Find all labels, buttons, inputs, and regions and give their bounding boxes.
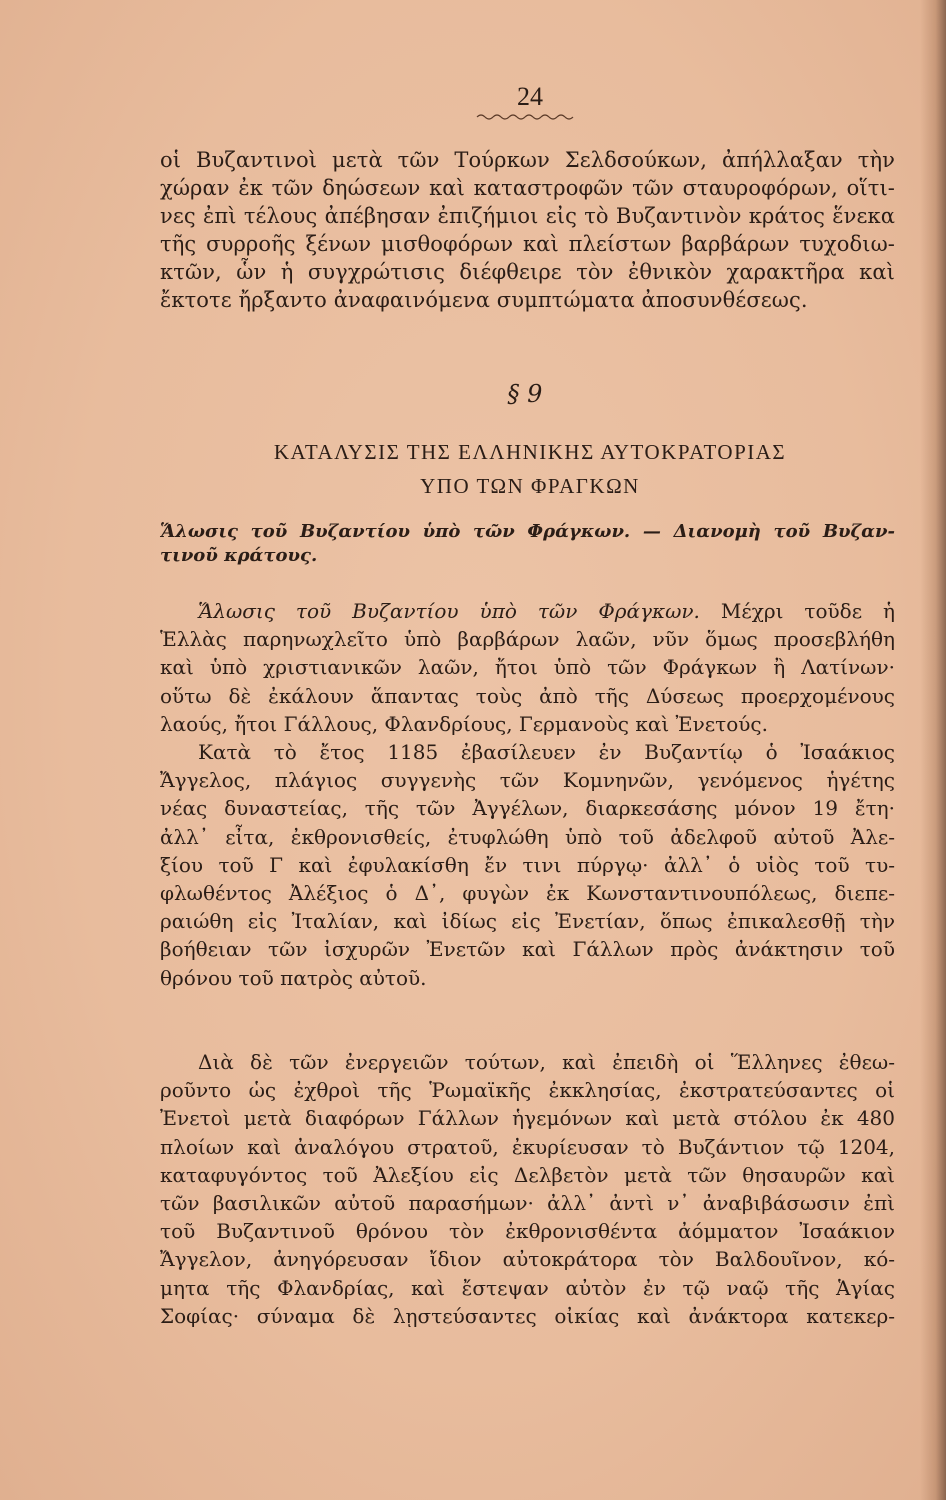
section-mark: § 9: [507, 380, 543, 408]
summary-line: Ἅλωσις τοῦ Βυζαντίου ὑπὸ τῶν Φράγκων. — Διανομὴ τοῦ Βυζαν-: [160, 521, 895, 542]
section-summary: [160, 520, 895, 568]
lead-rest: Μέχρι τοῦδε ἡ: [699, 599, 895, 623]
text-line: ροῦντο ὡς ἐχθροὶ τῆς Ῥωμαϊκῆς ἐκκλησίας, ἐκστρατεύσαντες οἱ: [160, 1078, 895, 1103]
text-line: οἱ Βυζαντινοὶ μετὰ τῶν Τούρκων Σελδσούκων, ἀπήλλαξαν τὴν: [160, 148, 895, 172]
text-line: φλωθέντος Ἀλέξιος ὁ Δ᾽, φυγὼν ἐκ Κωνσταντινουπόλεως, διεπε-: [160, 880, 895, 905]
text-line: καὶ ὑπὸ χριστιανικῶν λαῶν, ἤτοι ὑπὸ τῶν Φράγκων ἢ Λατίνων·: [160, 655, 895, 680]
intro-paragraph: [160, 146, 895, 314]
text-line: μητα τῆς Φλανδρίας, καὶ ἔστεψαν αὐτὸν ἐν τῷ ναῷ τῆς Ἁγίας: [160, 1275, 895, 1300]
body-paragraph-2: [160, 738, 895, 992]
text-line: Κατὰ τὸ ἔτος 1185 ἐβασίλευεν ἐν Βυζαντίῳ ὁ Ἰσαάκιος: [198, 740, 895, 764]
text-line: Ἐνετοὶ μετὰ διαφόρων Γάλλων ἡγεμόνων καὶ μετὰ στόλου ἐκ 480: [160, 1106, 895, 1131]
text-line: βοήθειαν τῶν ἰσχυρῶν Ἐνετῶν καὶ Γάλλων πρὸς ἀνάκτησιν τοῦ: [160, 937, 895, 962]
page-edge-shadow: [920, 0, 946, 1500]
text-line: ἔκτοτε ἤρξαντο ἀναφαινόμενα συμπτώματα ἀποσυνθέσεως.: [160, 288, 808, 312]
lead-line: [160, 597, 895, 625]
text-line: Ἄγγελον, ἀνηγόρευσαν ἴδιον αὐτοκράτορα τὸν Βαλδουῖνον, κό-: [160, 1247, 895, 1272]
text-line: λαούς, ἤτοι Γάλλους, Φλανδρίους, Γερμανοὺς καὶ Ἐνετούς.: [160, 711, 768, 736]
paragraph-lead: Ἅλωσις τοῦ Βυζαντίου ὑπὸ τῶν Φράγκων.: [198, 599, 700, 623]
text-line: πλοίων καὶ ἀναλόγου στρατοῦ, ἐκυρίευσαν τὸ Βυζάντιον τῷ 1204,: [160, 1134, 895, 1159]
text-line: ραιώθη εἰς Ἰταλίαν, καὶ ἰδίως εἰς Ἐνετίαν, ὅπως ἐπικαλεσθῇ τὴν: [160, 909, 895, 934]
body-paragraph-3: [160, 1048, 895, 1330]
text-line: Ἑλλὰς παρηνωχλεῖτο ὑπὸ βαρβάρων λαῶν, νῦν ὅμως προσεβλήθη: [160, 627, 895, 652]
text-line: τοῦ Βυζαντινοῦ θρόνου τὸν ἐκθρονισθέντα ἀόμματον Ἰσαάκιον: [160, 1219, 895, 1244]
page-number-ornament: [475, 113, 575, 121]
text-line: θρόνου τοῦ πατρὸς αὐτοῦ.: [160, 965, 427, 990]
page-number: 24: [517, 82, 543, 111]
text-line: Σοφίας· σύναμα δὲ λῃστεύσαντες οἰκίας καὶ ἀνάκτορα κατεκερ-: [160, 1303, 895, 1328]
summary-line: τινοῦ κράτους.: [160, 545, 318, 566]
text-line: τῆς συρροῆς ξένων μισθοφόρων καὶ πλείστων βαρβάρων τυχοδιω-: [160, 232, 895, 256]
text-line: Διὰ δὲ τῶν ἐνεργειῶν τούτων, καὶ ἐπειδὴ οἱ Ἕλληνες ἐθεω-: [198, 1050, 895, 1074]
text-line: καταφυγόντος τοῦ Ἀλεξίου εἰς Δελβετὸν μετὰ τῶν θησαυρῶν καὶ: [160, 1162, 895, 1187]
body-paragraph-1: [160, 597, 895, 738]
section-title-line-1: ΚΑΤΑΛΥΣΙΣ ΤΗΣ ΕΛΛΗΝΙΚΗΣ ΑΥΤΟΚΡΑΤΟΡΙΑΣ: [273, 440, 787, 464]
text-line: χώραν ἐκ τῶν δηώσεων καὶ καταστροφῶν τῶν σταυροφόρων, οἵτι-: [160, 176, 895, 200]
text-line: ἀλλ᾽ εἶτα, ἐκθρονισθείς, ἐτυφλώθη ὑπὸ τοῦ ἀδελφοῦ αὐτοῦ Ἀλε-: [160, 824, 895, 849]
text-line: ξίου τοῦ Γ καὶ ἐφυλακίσθη ἔν τινι πύργῳ· ἀλλ᾽ ὁ υἱὸς τοῦ τυ-: [160, 852, 895, 877]
text-line: νες ἐπὶ τέλους ἀπέβησαν ἐπιζήμιοι εἰς τὸ Βυζαντινὸν κράτος ἕνεκα: [160, 204, 895, 228]
text-line: κτῶν, ὧν ἡ συγχρώτισις διέφθειρε τὸν ἐθνικὸν χαρακτῆρα καὶ: [160, 260, 895, 284]
text-line: τῶν βασιλικῶν αὐτοῦ παρασήμων· ἀλλ᾽ ἀντὶ ν᾽ ἀναβιβάσωσιν ἐπὶ: [160, 1190, 895, 1215]
text-line: νέας δυναστείας, τῆς τῶν Ἀγγέλων, διαρκεσάσης μόνον 19 ἔτη·: [160, 796, 895, 821]
section-title-line-2: ΥΠΟ ΤΩΝ ΦΡΑΓΚΩΝ: [420, 474, 640, 498]
text-line: οὕτω δὲ ἐκάλουν ἅπαντας τοὺς ἀπὸ τῆς Δύσεως προερχομένους: [160, 683, 895, 708]
text-line: Ἄγγελος, πλάγιος συγγενὴς τῶν Κομνηνῶν, γενόμενος ἡγέτης: [160, 768, 895, 793]
